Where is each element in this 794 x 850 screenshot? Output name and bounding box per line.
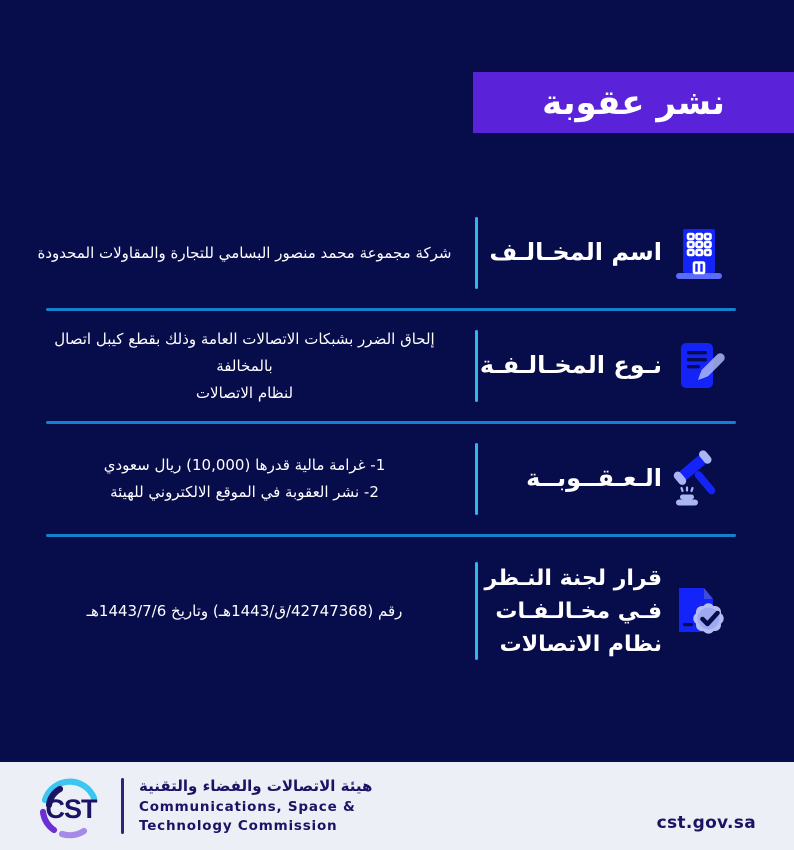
row-penalty (0, 424, 794, 534)
row-label-violator-name: اسم المخـالـف (489, 238, 662, 267)
penalty-details (0, 198, 794, 685)
vertical-separator (475, 562, 478, 660)
vertical-separator (475, 330, 478, 402)
cst-logo (34, 773, 108, 839)
penalty-value: 1- غرامة مالية قدرها (10,000) ريال سعودي 2- نشر العقوبة في الموقع الالكتروني للهيئة (103, 456, 386, 501)
violation-type-value: إلحاق الضرر بشبكات الاتصالات العامة وذلك بقطع كيبل اتصال بالمخالفة لنظام الاتصالات (54, 329, 435, 402)
violator-name-value: شركة مجموعة محمد منصور البسامي للتجارة والمقاولات المحدودة (37, 243, 452, 262)
footer (0, 762, 794, 850)
decision-document-icon (670, 582, 728, 640)
org-name-arabic: هيئة الاتصالات والفضاء والتقنية (139, 777, 373, 796)
website-url: cst.gov.sa (656, 813, 756, 833)
document-pen-icon (670, 337, 728, 395)
building-icon (670, 224, 728, 282)
vertical-separator (475, 217, 478, 289)
decision-number-value: رقم (42747368/ق/1443هـ) وتاريخ 1443/7/6هـ (86, 601, 403, 620)
logo-divider (121, 778, 124, 834)
cst-logo-text: CST (45, 794, 97, 824)
org-names (139, 777, 372, 834)
row-label-penalty: الـعـقــوبــة (526, 464, 662, 493)
row-committee-decision (0, 537, 794, 685)
banner (473, 72, 794, 133)
gavel-icon (670, 450, 728, 508)
vertical-separator (475, 443, 478, 515)
org-name-english-line1: Communications, Space & (139, 799, 356, 816)
banner-title: نشر عقوبة (542, 82, 725, 123)
row-label-violation-type: نـوع المخـالـفـة (479, 351, 662, 380)
org-name-english-line2: Technology Commission (139, 817, 338, 834)
row-violator-name (0, 198, 794, 308)
row-violation-type (0, 311, 794, 421)
row-label-committee-decision: قرار لجنة النـظر فـي مخـالـفـات نظام الاتصالات (484, 565, 662, 657)
